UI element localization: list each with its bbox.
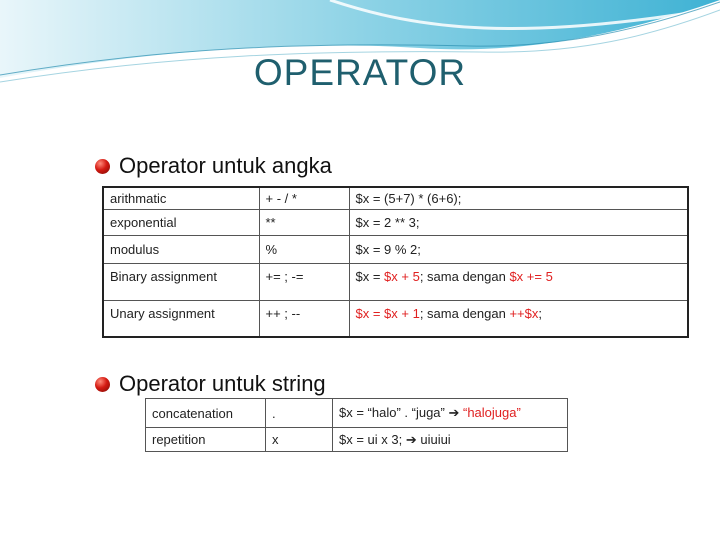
example-cell [349,187,688,209]
operator-name-cell: Unary assignment [103,300,259,337]
operator-symbol-cell: . [266,399,333,428]
highlighted-code-segment: ++$x [509,305,539,321]
table-row [103,187,688,209]
number-operator-table [102,186,689,338]
operator-name-cell: repetition [146,428,266,452]
red-bullet-icon [95,377,110,392]
code-segment: $x = [355,268,385,284]
example-cell [333,428,568,452]
red-bullet-icon [95,159,110,174]
section-heading-strings [95,371,326,397]
highlighted-code-segment: $x = $x + 1 [355,305,420,321]
table-row [146,428,568,452]
example-cell [349,263,688,300]
code-segment: $x = 2 ** 3; [355,214,420,230]
section-heading-text: Operator untuk string [119,371,326,396]
code-segment: $x = ui x 3; ➔ uiuiui [339,431,451,447]
operator-content [72,140,664,462]
table-row [103,209,688,235]
code-segment: $x = (5+7) * (6+6); [355,190,462,206]
string-operator-table [145,398,568,452]
highlighted-code-segment: $x + 5 [384,268,420,284]
section-heading-text: Operator untuk angka [119,153,332,178]
code-segment: $x = “halo” . “juga” ➔ [339,405,463,420]
operator-name-cell: exponential [103,209,259,235]
code-segment: ; sama dengan [419,305,510,321]
example-cell [333,399,568,428]
operator-symbol-cell: + - / * [259,187,349,209]
operator-name-cell: Binary assignment [103,263,259,300]
example-cell [349,235,688,263]
section-heading-numbers [95,153,332,179]
operator-symbol-cell: += ; -= [259,263,349,300]
code-segment: ; [538,305,542,321]
operator-symbol-cell: % [259,235,349,263]
operator-symbol-cell: ++ ; -- [259,300,349,337]
operator-name-cell: concatenation [146,399,266,428]
highlighted-code-segment: “halojuga” [462,405,521,420]
operator-name-cell: modulus [103,235,259,263]
operator-symbol-cell: ** [259,209,349,235]
operator-symbol-cell: x [266,428,333,452]
example-cell [349,209,688,235]
code-segment: $x = 9 % 2; [355,241,421,257]
example-cell [349,300,688,337]
table-row [103,235,688,263]
highlighted-code-segment: $x += 5 [509,268,553,284]
table-row [103,263,688,300]
table-row [103,300,688,337]
slide-title: OPERATOR [253,52,467,93]
operator-name-cell: arithmatic [103,187,259,209]
table-row [146,399,568,428]
code-segment: ; sama dengan [419,268,510,284]
